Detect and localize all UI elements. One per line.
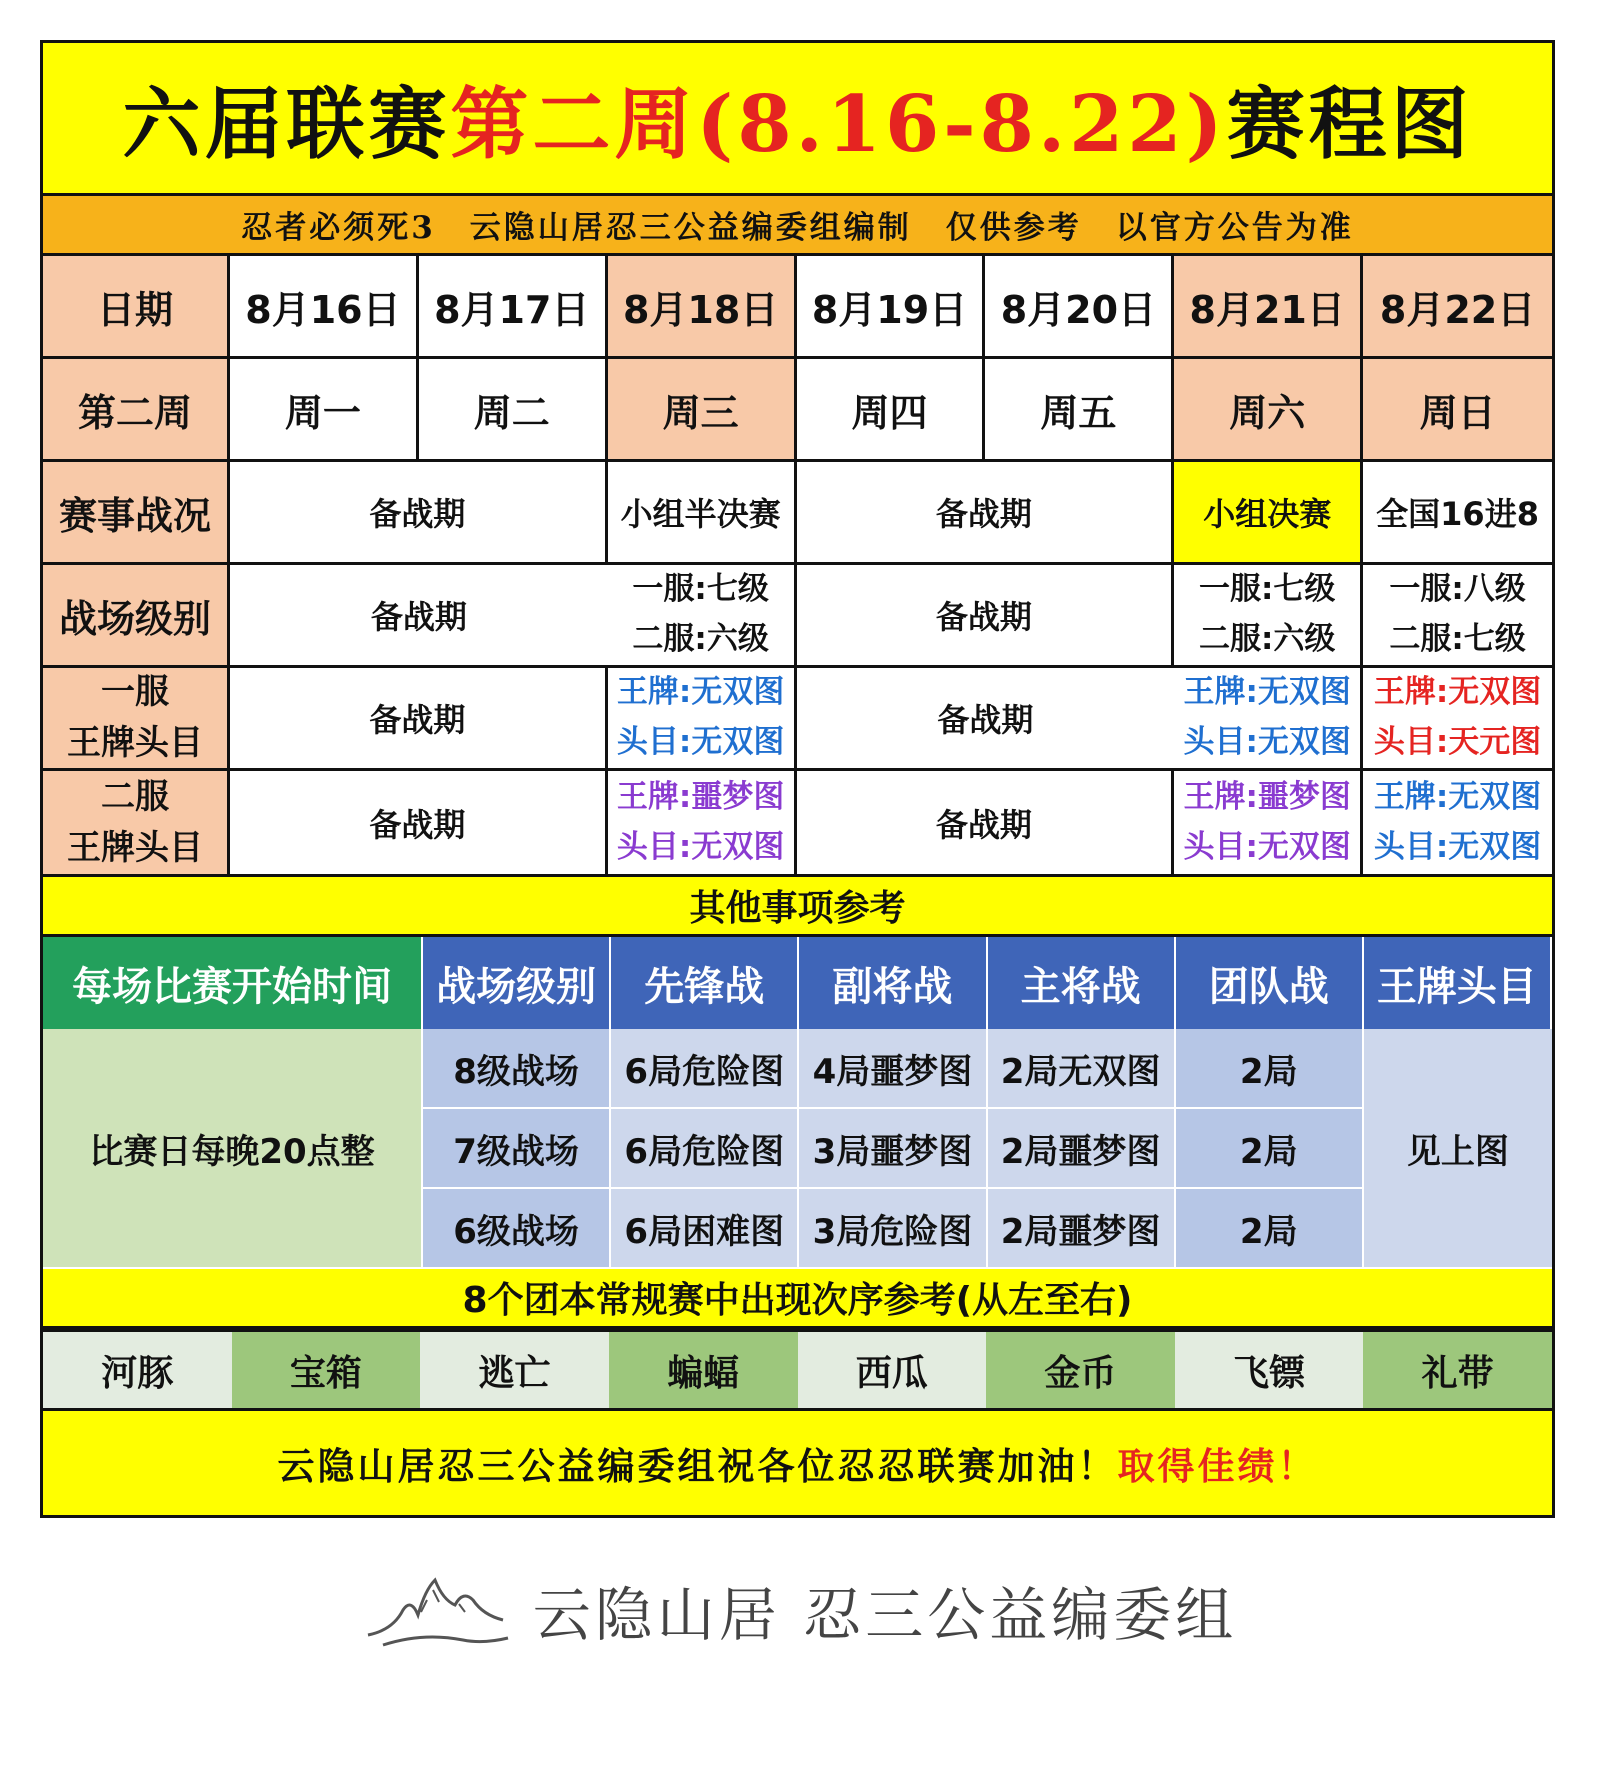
prep-cell: 备战期	[230, 565, 608, 668]
prep-cell: 备战期	[230, 668, 608, 771]
weekday-cell: 周五	[985, 359, 1174, 462]
prep-cell: 备战期	[797, 771, 1175, 874]
info-cell: 2局	[1176, 1029, 1364, 1109]
title-highlight: 第二周(8.16-8.22)	[450, 79, 1227, 170]
order-items	[43, 1329, 1552, 1411]
status-group-final: 小组决赛	[1174, 462, 1363, 565]
info-level-cell: 8级战场	[423, 1029, 611, 1109]
map-line: 头目:无双图	[616, 828, 785, 865]
date-cell: 8月16日	[230, 256, 419, 359]
map-line: 头目:无双图	[1183, 724, 1351, 760]
label-line: 一服	[101, 672, 169, 712]
row-label-date: 日期	[43, 256, 230, 359]
prep-cell: 备战期	[797, 668, 1175, 771]
order-item: 礼带	[1363, 1332, 1552, 1408]
map-line: 王牌:无双图	[1373, 674, 1542, 711]
row-label-server1	[43, 668, 230, 771]
info-table	[43, 937, 1552, 1269]
server2-cell-sun	[1363, 771, 1552, 874]
order-item: 蝙蝠	[609, 1332, 798, 1408]
poster-title	[43, 43, 1552, 196]
info-header: 战场级别	[423, 937, 611, 1029]
info-cell: 2局	[1176, 1189, 1364, 1269]
info-cell: 2局无双图	[988, 1029, 1176, 1109]
server1-cell-sat	[1174, 668, 1363, 771]
info-level-cell: 6级战场	[423, 1189, 611, 1269]
date-cell: 8月17日	[419, 256, 608, 359]
info-header: 王牌头目	[1364, 937, 1552, 1029]
order-item: 西瓜	[798, 1332, 987, 1408]
server1-cell-sun	[1363, 668, 1552, 771]
label-line: 二服	[101, 776, 169, 817]
map-line: 头目:无双图	[616, 724, 785, 760]
title-prefix: 六届联赛	[122, 79, 451, 170]
prep-cell: 备战期	[797, 565, 1175, 668]
map-line: 王牌:无双图	[616, 674, 785, 711]
mountain-icon	[363, 1560, 513, 1660]
info-header: 每场比赛开始时间	[43, 937, 423, 1029]
status-semifinal: 小组半决赛	[608, 462, 797, 565]
info-cell: 2局噩梦图	[988, 1109, 1176, 1189]
row-label-server2	[43, 771, 230, 874]
server2-cell-wed	[608, 771, 797, 874]
map-line: 头目:天元图	[1373, 724, 1542, 760]
footer-highlight: 取得佳绩！	[1117, 1444, 1318, 1488]
weekday-cell: 周一	[230, 359, 419, 462]
start-time-cell: 比赛日每晚20点整	[43, 1029, 423, 1269]
info-cell: 4局噩梦图	[799, 1029, 987, 1109]
server2-cell-sat	[1174, 771, 1363, 874]
row-label-status: 赛事战况	[43, 462, 230, 565]
weekday-cell: 周日	[1363, 359, 1552, 462]
info-level-cell: 7级战场	[423, 1109, 611, 1189]
prep-cell: 备战期	[230, 462, 608, 565]
map-line: 王牌:无双图	[1373, 778, 1542, 815]
level-cell-sun	[1363, 565, 1552, 668]
order-item: 金币	[986, 1332, 1175, 1408]
weekday-cell: 周三	[608, 359, 797, 462]
level-line: 一服:七级	[632, 571, 769, 608]
info-header: 先锋战	[611, 937, 799, 1029]
order-item: 宝箱	[232, 1332, 421, 1408]
level-cell-sat	[1174, 565, 1363, 668]
info-cell: 6局危险图	[611, 1029, 799, 1109]
boss-cell: 见上图	[1364, 1029, 1552, 1269]
schedule-grid	[43, 256, 1552, 877]
date-cell: 8月21日	[1174, 256, 1363, 359]
schedule-poster	[40, 40, 1555, 1518]
footer-banner	[43, 1411, 1552, 1515]
row-label-level: 战场级别	[43, 565, 230, 668]
signature-text	[533, 1568, 1237, 1652]
server1-cell-wed	[608, 668, 797, 771]
weekday-cell: 周六	[1174, 359, 1363, 462]
level-line: 二服:六级	[632, 621, 769, 657]
map-line: 王牌:噩梦图	[1183, 778, 1351, 815]
row-label-week: 第二周	[43, 359, 230, 462]
map-line: 王牌:噩梦图	[616, 778, 785, 815]
date-cell: 8月22日	[1363, 256, 1552, 359]
map-line: 王牌:无双图	[1183, 674, 1351, 711]
order-title: 8个团本常规赛中出现次序参考(从左至右)	[43, 1269, 1552, 1329]
prep-cell: 备战期	[230, 771, 608, 874]
level-line: 一服:八级	[1389, 571, 1526, 608]
title-suffix: 赛程图	[1226, 79, 1473, 170]
info-header: 团队战	[1176, 937, 1364, 1029]
level-cell-wed	[608, 565, 797, 668]
other-items-title: 其他事项参考	[43, 877, 1552, 937]
level-line: 二服:六级	[1199, 621, 1336, 657]
weekday-cell: 周二	[419, 359, 608, 462]
signature-part1: 云隐山居	[532, 1581, 781, 1649]
date-cell: 8月18日	[608, 256, 797, 359]
date-cell: 8月19日	[797, 256, 986, 359]
order-item: 河豚	[43, 1332, 232, 1408]
label-line: 王牌头目	[67, 827, 203, 868]
map-line: 头目:无双图	[1183, 828, 1351, 865]
info-cell: 2局	[1176, 1109, 1364, 1189]
info-cell: 2局噩梦图	[988, 1189, 1176, 1269]
level-line: 二服:七级	[1389, 621, 1526, 657]
info-header: 副将战	[799, 937, 987, 1029]
weekday-cell: 周四	[797, 359, 986, 462]
info-cell: 6局危险图	[611, 1109, 799, 1189]
info-cell: 3局噩梦图	[799, 1109, 987, 1189]
level-line: 一服:七级	[1199, 571, 1336, 608]
prep-cell: 备战期	[797, 462, 1175, 565]
status-national: 全国16进8	[1363, 462, 1552, 565]
map-line: 头目:无双图	[1373, 828, 1542, 865]
footer-main: 云隐山居忍三公益编委组祝各位忍忍联赛加油！	[277, 1444, 1118, 1488]
order-item: 逃亡	[420, 1332, 609, 1408]
poster-subtitle: 忍者必须死3 云隐山居忍三公益编委组编制 仅供参考 以官方公告为准	[43, 196, 1552, 256]
info-header: 主将战	[988, 937, 1176, 1029]
info-cell: 6局困难图	[611, 1189, 799, 1269]
order-item: 飞镖	[1175, 1332, 1364, 1408]
label-line: 王牌头目	[67, 723, 203, 763]
signature-part2: 忍三公益编委组	[803, 1581, 1238, 1649]
signature	[0, 1555, 1600, 1665]
info-cell: 3局危险图	[799, 1189, 987, 1269]
date-cell: 8月20日	[985, 256, 1174, 359]
